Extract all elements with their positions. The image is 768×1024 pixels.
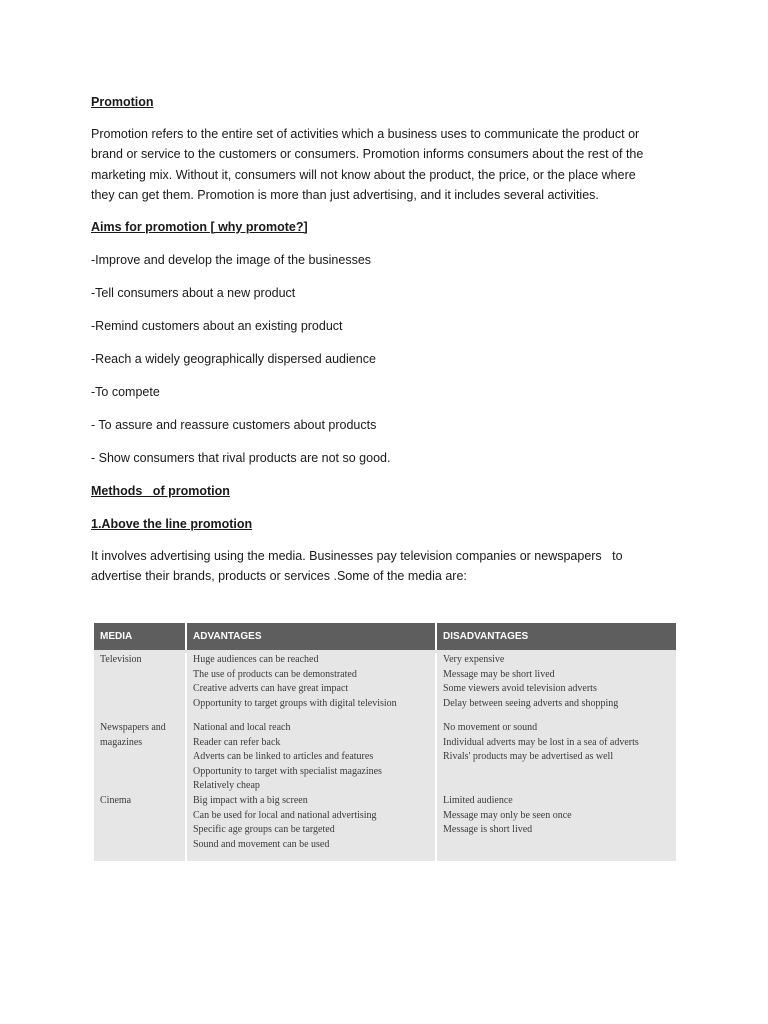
advantage-item: Specific age groups can be targeted [193,824,335,836]
header-media: MEDIA [100,631,133,642]
advantage-item: Huge audiences can be reached [193,654,319,665]
above-line-text: It involves advertising using the media. Businesses pay television companies or newspapers to [91,548,623,563]
disadvantage-item: Delay between seeing adverts and shopping [443,697,619,709]
disadvantage-item: Very expensive [443,654,505,665]
advantage-item: Creative adverts can have great impact [193,683,349,695]
aim-item: -Improve and develop the image of the businesses [91,252,372,267]
aim-item: -To compete [91,384,160,399]
disadvantage-item: Rivals' products may be advertised as well [443,751,614,763]
media-cell [94,717,185,790]
media-name: Newspapers and [100,722,166,733]
disadvantage-item: Message is short lived [443,824,533,836]
disadvantage-item: No movement or sound [443,722,538,733]
advantage-item: Opportunity to target with specialist magazines [193,765,382,777]
document-body [91,94,691,586]
table-header-row [94,623,676,650]
media-name: Cinema [100,795,132,806]
above-line-paragraph [91,546,691,587]
aims-list [91,252,691,466]
advantage-item: Adverts can be linked to articles and features [193,751,374,763]
advantages-cell [185,790,435,864]
methods-heading [91,483,691,499]
advantage-item: The use of products can be demonstrated [193,668,357,680]
intro-line: they can get them. Promotion is more than just advertising, and it includes several activities. [91,188,599,203]
media-cell [94,653,185,717]
intro-line: brand or service to the customers or consumers. Promotion informs consumers about the rest of the [91,147,644,162]
media-name: Television [100,654,142,665]
above-line-heading: 1.Above the line promotion [91,516,253,531]
disadvantages-cell [435,790,676,864]
disadvantages-cell [435,653,676,717]
advantages-cell [185,653,435,717]
disadvantage-item: Some viewers avoid television adverts [443,683,597,695]
disadvantage-item: Message may be short lived [443,668,555,680]
promotion-heading: Promotion [91,95,154,109]
disadvantage-item: Individual adverts may be lost in a sea of adverts [443,736,639,748]
advantages-cell [185,717,435,790]
header-advantages: ADVANTAGES [185,623,435,650]
aim-item: - Show consumers that rival products are not so good. [91,450,391,465]
advantage-item: Big impact with a big screen [193,795,308,806]
intro-paragraph [91,124,691,206]
aims-heading: Aims for promotion [ why promote?] [91,219,308,234]
disadvantage-item: Limited audience [443,795,513,806]
advantage-item: National and local reach [193,722,291,733]
advantage-item: Reader can refer back [193,736,281,748]
intro-line: marketing mix. Without it, consumers will not know about the product, the price, or the place where [91,167,636,182]
intro-line: Promotion refers to the entire set of activities which a business uses to communicate the product or [91,127,640,141]
aim-item: - To assure and reassure customers about products [91,417,377,432]
aim-item: -Reach a widely geographically dispersed audience [91,351,376,366]
media-table [94,623,676,861]
disadvantage-item: Message may only be seen once [443,809,572,821]
header-disadvantages: DISADVANTAGES [435,623,676,650]
above-line-text: advertise their brands, products or services .Some of the media are: [91,569,467,584]
aim-item: -Remind customers about an existing product [91,318,343,333]
methods-underline-tail [230,483,272,499]
methods-heading-text: Methods of promotion [91,483,230,498]
media-name: magazines [100,736,143,748]
media-cell [94,790,185,864]
advantage-item: Can be used for local and national advertising [193,809,377,821]
disadvantages-cell [435,717,676,790]
table-row-television [94,650,676,717]
aim-item: -Tell consumers about a new product [91,285,296,300]
table-row-newspapers [94,717,676,790]
advantage-item: Opportunity to target groups with digital television [193,697,397,709]
advantage-item: Relatively cheap [193,780,260,792]
table-row-cinema [94,790,676,864]
advantage-item: Sound and movement can be used [193,838,330,850]
